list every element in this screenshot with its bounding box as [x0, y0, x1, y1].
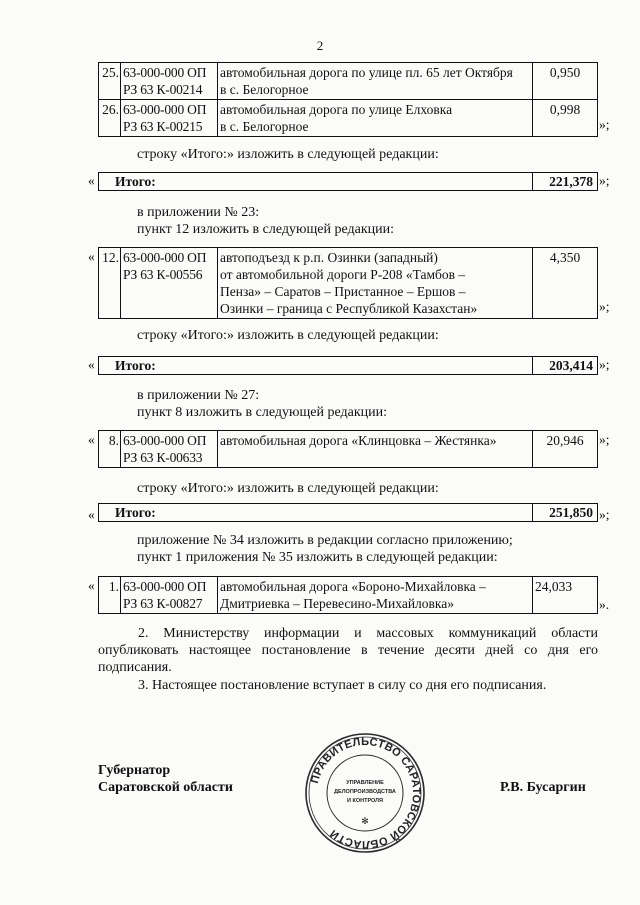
signatory-name: Р.В. Бусаргин	[500, 780, 586, 795]
row-number: 8.	[99, 431, 121, 468]
road-name: автомобильная дорога «Бороно-Михайловка – Дмитриевка – Перевесино-Михайловка»	[218, 577, 533, 614]
roads-table-1	[98, 62, 598, 137]
seal-star-icon: ✻	[361, 817, 369, 827]
road-length: 20,946	[533, 431, 598, 468]
total-row	[98, 172, 598, 191]
total-value: 221,378	[533, 173, 598, 191]
close-quote: »;	[599, 507, 610, 522]
road-name: автомобильная дорога по улице пл. 65 лет Октября в с. Белогорное	[218, 63, 533, 100]
seal-center-line: ДЕЛОПРОИЗВОДСТВА	[334, 789, 396, 795]
total-value: 251,850	[533, 504, 598, 522]
appendix-heading: в приложении № 23:	[137, 205, 260, 220]
total-label: Итого:	[99, 173, 533, 191]
open-quote: «	[88, 432, 95, 447]
row-number: 26.	[99, 100, 121, 137]
table-row	[99, 577, 598, 614]
road-length: 24,033	[533, 577, 598, 614]
total-intro: строку «Итого:» изложить в следующей редакции:	[137, 328, 439, 343]
row-number: 12.	[99, 248, 121, 319]
official-seal-icon	[304, 732, 426, 854]
road-name: автомобильная дорога по улице Елховка в с. Белогорное	[218, 100, 533, 137]
close-quote: »;	[599, 117, 610, 132]
seal-ring-text: ПРАВИТЕЛЬСТВО САРАТОВСКОЙ ОБЛАСТИ	[309, 735, 423, 851]
appendix-heading: в приложении № 27:	[137, 388, 260, 403]
paragraph-2: 2. Министерству информации и массовых коммуникаций области опубликовать настоящее постановление в течение десяти дней со дня его подписания.	[98, 626, 598, 675]
total-row	[98, 356, 598, 375]
total-label: Итого:	[99, 504, 533, 522]
table-row	[99, 248, 598, 319]
road-code: 63-000-000 ОП РЗ 63 К-00556	[121, 248, 218, 319]
open-quote: «	[88, 578, 95, 593]
row-number: 1.	[99, 577, 121, 614]
open-quote: «	[88, 357, 95, 372]
roads-table-3	[98, 430, 598, 468]
seal-center-line: УПРАВЛЕНИЕ	[346, 780, 384, 786]
road-length: 4,350	[533, 248, 598, 319]
appendix-instruction: пункт 8 изложить в следующей редакции:	[137, 405, 387, 420]
total-intro: строку «Итого:» изложить в следующей редакции:	[137, 481, 439, 496]
road-name: автомобильная дорога «Клинцовка – Жестянка»	[218, 431, 533, 468]
total-value: 203,414	[533, 357, 598, 375]
paragraph-3: 3. Настоящее постановление вступает в силу со дня его подписания.	[138, 678, 547, 693]
total-label: Итого:	[99, 357, 533, 375]
row-number: 25.	[99, 63, 121, 100]
total-row	[98, 503, 598, 522]
total-intro: строку «Итого:» изложить в следующей редакции:	[137, 147, 439, 162]
signatory-position: Губернатор Саратовской области	[98, 763, 233, 795]
road-code: 63-000-000 ОП РЗ 63 К-00633	[121, 431, 218, 468]
close-quote: »;	[599, 432, 610, 447]
appendix-instruction: пункт 1 приложения № 35 изложить в следующей редакции:	[137, 550, 498, 565]
road-code: 63-000-000 ОП РЗ 63 К-00827	[121, 577, 218, 614]
seal-center-line: И КОНТРОЛЯ	[347, 798, 383, 804]
table-row	[99, 63, 598, 100]
close-quote: »;	[599, 299, 610, 314]
roads-table-4	[98, 576, 598, 614]
road-code: 63-000-000 ОП РЗ 63 К-00214	[121, 63, 218, 100]
road-length: 0,998	[533, 100, 598, 137]
open-quote: «	[88, 249, 95, 264]
open-quote: «	[88, 173, 95, 188]
road-code: 63-000-000 ОП РЗ 63 К-00215	[121, 100, 218, 137]
road-length: 0,950	[533, 63, 598, 100]
close-quote: »;	[599, 173, 610, 188]
appendix-heading: приложение № 34 изложить в редакции согласно приложению;	[137, 533, 513, 548]
close-quote: »;	[599, 357, 610, 372]
roads-table-2	[98, 247, 598, 319]
appendix-instruction: пункт 12 изложить в следующей редакции:	[137, 222, 394, 237]
road-name: автоподъезд к р.п. Озинки (западный) от автомобильной дороги Р-208 «Тамбов – Пенза» – Саратов – Пристанное – Ершов – Озинки – граница с Республикой Казахстан»	[218, 248, 533, 319]
close-quote: ».	[599, 597, 610, 612]
open-quote: «	[88, 507, 95, 522]
table-row	[99, 100, 598, 137]
page-number: 2	[316, 38, 324, 53]
table-row	[99, 431, 598, 468]
